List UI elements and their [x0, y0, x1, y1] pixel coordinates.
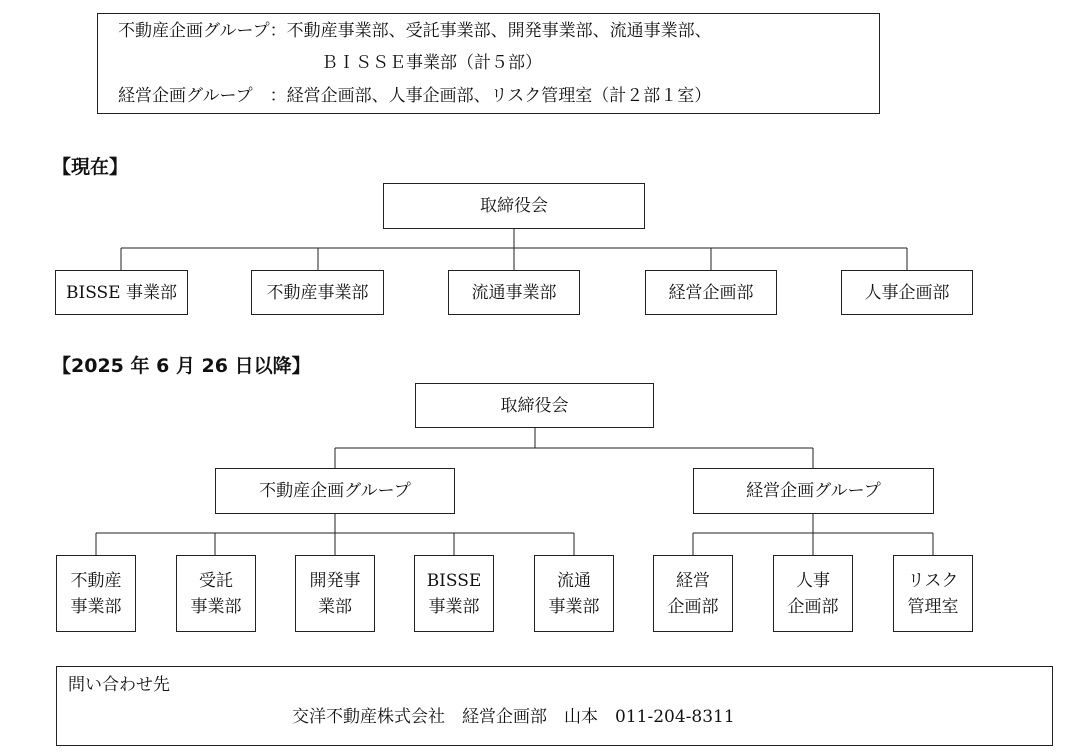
org-node-label: 経営企画グループ	[746, 481, 881, 501]
org-node-label: 事業部	[548, 596, 600, 617]
org-node-label: 不動産	[70, 570, 122, 591]
org-node-label: 人事企画部	[864, 282, 950, 303]
summary-line-real-estate-group: 不動産企画グループ：不動産事業部、受託事業部、開発事業部、流通事業部、	[118, 21, 712, 41]
org-node-label: BISSE	[426, 570, 482, 591]
org-node-department	[414, 555, 494, 632]
section-heading-current: 【現在】	[52, 156, 129, 178]
org-node-label: BISSE 事業部	[65, 282, 177, 303]
summary-line-management-group: 経営企画グループ ：経営企画部、人事企画部、リスク管理室（計２部１室）	[118, 86, 712, 106]
summary-line-real-estate-group-cont: ＢＩＳＳＥ事業部（計５部）	[321, 53, 542, 73]
org-node-label: 経営	[676, 570, 710, 591]
org-node-department	[653, 555, 733, 632]
org-node-label: 事業部	[428, 596, 480, 617]
org-node-label: 事業部	[70, 596, 122, 617]
org-node-label: 開発事	[309, 570, 361, 591]
org-node-label: 流通事業部	[471, 282, 557, 303]
org-node-label: 業部	[318, 596, 352, 617]
org-node-group-management	[693, 468, 934, 514]
contact-label: 問い合わせ先	[68, 675, 170, 695]
org-node-label: 受託	[199, 570, 233, 591]
org-node-department	[176, 555, 256, 632]
org-node-board	[383, 183, 645, 229]
org-node-label: 人事	[796, 570, 830, 591]
org-node-label: 管理室	[907, 596, 959, 617]
org-node-group-real-estate	[215, 468, 455, 514]
org-node-current-child	[645, 270, 777, 315]
org-node-label: 取締役会	[480, 196, 548, 216]
org-node-board	[415, 383, 654, 428]
org-node-label: 不動産企画グループ	[259, 481, 411, 501]
org-node-department	[295, 555, 375, 632]
org-node-label: 企画部	[787, 596, 839, 617]
org-node-department	[893, 555, 973, 632]
org-node-department	[773, 555, 853, 632]
section-heading-future: 【2025 年 6 月 26 日以降】	[52, 355, 311, 377]
contact-details: 交洋不動産株式会社 経営企画部 山本 011-204-8311	[292, 707, 735, 727]
org-node-label: 流通	[557, 570, 591, 591]
org-node-label: 不動産事業部	[266, 282, 369, 303]
org-node-department	[534, 555, 614, 632]
org-node-department	[56, 555, 136, 632]
org-node-current-child	[251, 270, 384, 315]
org-node-current-child	[841, 270, 973, 315]
org-node-label: 経営企画部	[668, 282, 754, 303]
org-node-label: 事業部	[190, 596, 242, 617]
org-node-label: 企画部	[667, 596, 719, 617]
org-node-label: リスク	[907, 570, 959, 591]
org-node-label: 取締役会	[500, 395, 569, 416]
org-node-current-child	[55, 270, 188, 315]
org-node-current-child	[448, 270, 580, 315]
